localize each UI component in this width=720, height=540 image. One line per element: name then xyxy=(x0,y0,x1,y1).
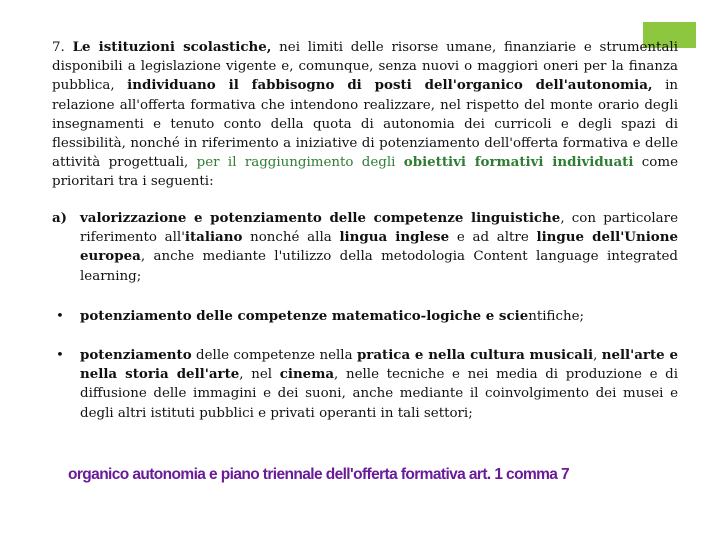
bullet-math-text xyxy=(80,307,678,326)
item-a-lingue-ue: lingue dell'Unione europea xyxy=(80,229,678,265)
intro-text-3: come prioritari tra i seguenti: xyxy=(52,155,678,190)
bullet-arts-text xyxy=(80,346,678,423)
bullet-arts-cinema: cinema xyxy=(279,366,335,383)
bullet-arts-art: nell'arte e nella storia dell'arte xyxy=(80,347,678,383)
intro-text-2: in relazione all'offerta formativa che intendono realizzare, nel rispetto del monte orario degli insegnamenti e tenuto conto della quota di autonomia dei curricoli e degli spazi di flessibilità, nonché in riferimento a iniziative di potenziamento dell'offerta formativa e delle attività progettuali, xyxy=(52,78,678,171)
item-a-text-3: e ad altre xyxy=(449,230,537,246)
bullet-math-bold: potenziamento delle competenze matematico-logiche e scie xyxy=(80,308,529,324)
item-a-text-2: nonché alla xyxy=(242,230,340,246)
bullet-item-math xyxy=(52,307,678,326)
intro-green-text: per il raggiungimento degli xyxy=(196,155,404,171)
bullet-dot: • xyxy=(56,348,64,363)
item-a-heading: valorizzazione e potenziamento delle competenze linguistiche xyxy=(80,210,561,226)
bullet-math-tail: ntifiche; xyxy=(528,309,585,324)
intro-text-1: nei limiti delle risorse umane, finanziarie e strumentali disponibili a legislazione vigente e, comunque, senza nuovi o maggiori oneri per la finanza pubblica, xyxy=(52,40,678,94)
intro-number: 7. xyxy=(52,40,73,55)
bullet-arts-text-1: delle competenze nella xyxy=(191,348,357,363)
bullet-arts-text-2: , xyxy=(593,348,602,363)
intro-objectives: obiettivi formativi individuati xyxy=(403,154,634,171)
intro-paragraph xyxy=(52,38,678,192)
item-a-italiano: italiano xyxy=(184,229,243,246)
footer-title: organico autonomia e piano triennale dell'offerta formativa art. 1 comma 7 xyxy=(68,466,570,483)
bullet-arts-music: pratica e nella cultura musicali xyxy=(356,347,594,363)
bullet-arts-heading: potenziamento xyxy=(80,347,192,363)
bullet-dot: • xyxy=(56,309,64,324)
item-a-inglese: lingua inglese xyxy=(339,229,450,246)
bullet-item-arts xyxy=(52,346,678,423)
intro-subject: Le istituzioni scolastiche, xyxy=(72,39,272,55)
item-a-text-4: , anche mediante l'utilizzo della metodologia Content language integrated learning; xyxy=(80,249,678,284)
list-marker-a: a) xyxy=(52,210,68,226)
item-a-text-1: , con particolare riferimento all' xyxy=(80,211,678,246)
list-item-a xyxy=(52,209,678,286)
list-item-a-text xyxy=(80,209,678,286)
intro-key-phrase: individuano il fabbisogno di posti dell'organico dell'autonomia, xyxy=(127,77,653,94)
bullet-arts-text-4: , nelle tecniche e nei media di produzione e di diffusione delle immagini e dei suoni, anche mediante il coinvolgimento dei musei e degli altri istituti pubblici e privati operanti in tali settori; xyxy=(80,367,678,421)
bullet-arts-text-3: , nel xyxy=(239,367,280,383)
